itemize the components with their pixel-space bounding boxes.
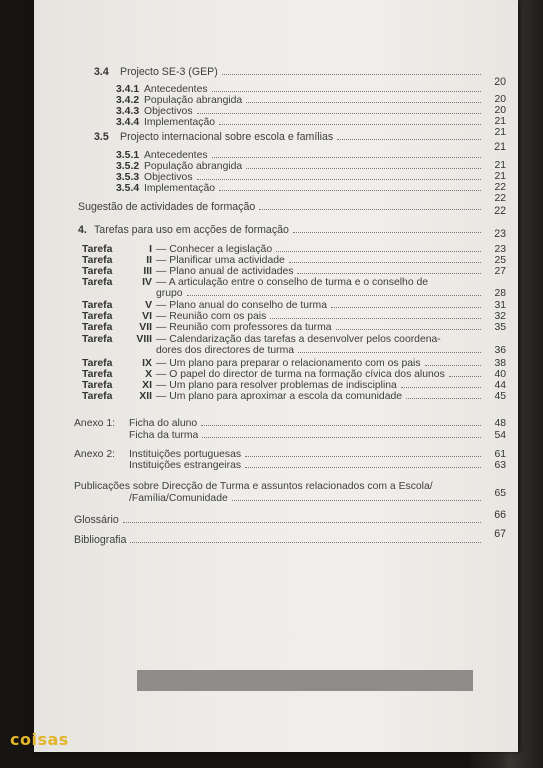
toc-entry-anexo-1-b <box>129 430 506 441</box>
tarefa-number: I <box>149 244 152 255</box>
section-number: 3.5.2 <box>116 161 140 172</box>
page-number: 20 <box>494 94 506 105</box>
section-title: Projecto internacional sobre escola e famílias <box>120 131 334 143</box>
anexo-item: Ficha do aluno <box>129 418 198 429</box>
dot-leader <box>336 328 481 330</box>
dot-leader <box>276 250 481 252</box>
tarefa-word: Tarefa <box>82 300 113 311</box>
section-number: 3.5.3 <box>116 172 140 183</box>
tarefa-title: — Um plano para preparar o relacionamento com os pais <box>156 358 421 369</box>
book-page <box>34 0 518 752</box>
tarefa-entry <box>82 311 506 322</box>
page-number: 20 <box>494 105 506 116</box>
dot-leader <box>202 436 481 438</box>
page-number: 63 <box>494 460 506 471</box>
page-number: 22 <box>494 193 506 204</box>
tarefa-title: — Calendarização das tarefas a desenvolver pelos coordena- <box>156 334 441 345</box>
tarefa-title-continuation: dores dos directores de turma <box>156 345 295 356</box>
dot-leader <box>406 397 481 399</box>
tarefa-entry <box>82 358 506 369</box>
toc-entry-3-5-4 <box>116 183 506 204</box>
dot-leader <box>212 90 481 92</box>
section-title: Implementação <box>144 117 216 128</box>
dot-leader <box>245 466 481 468</box>
tarefa-number: VI <box>142 311 152 322</box>
tarefa-title: — O papel do director de turma na formação cívica dos alunos <box>156 369 445 380</box>
tarefa-entry <box>82 334 506 345</box>
table-of-contents <box>34 0 518 752</box>
tarefa-number: V <box>145 300 152 311</box>
page-number: 48 <box>494 418 506 429</box>
tarefa-number: VII <box>139 322 152 333</box>
tarefa-word: Tarefa <box>82 380 113 391</box>
tarefa-title: — Reunião com professores da turma <box>156 322 332 333</box>
page-number: 22 <box>494 182 506 193</box>
tarefa-title: — Conhecer a legislação <box>156 244 273 255</box>
section-title: Objectivos <box>144 172 193 183</box>
anexo-label: Anexo 1: <box>74 418 116 429</box>
tarefa-title: — Plano anual do conselho de turma <box>156 300 327 311</box>
tarefa-entry <box>82 266 506 277</box>
tarefa-number: XI <box>142 380 152 391</box>
page-number: 67 <box>494 528 506 540</box>
section-title: Tarefas para uso em acções de formação <box>94 224 289 236</box>
tarefa-word: Tarefa <box>82 311 113 322</box>
section-number: 3.5.1 <box>116 150 140 161</box>
page-number: 54 <box>494 430 506 441</box>
page-number: 45 <box>494 391 506 402</box>
tarefa-entry <box>82 244 506 255</box>
tarefa-word: Tarefa <box>82 266 113 277</box>
toc-entry-bibliografia <box>74 528 506 546</box>
tarefa-title: — Reunião com os pais <box>156 311 267 322</box>
tarefa-word: Tarefa <box>82 277 113 288</box>
anexo-item: Ficha da turma <box>129 430 199 441</box>
section-title: População abrangida <box>144 95 243 106</box>
section-number: 3.4.3 <box>116 106 140 117</box>
tarefa-word: Tarefa <box>82 358 113 369</box>
tarefa-entry <box>82 391 506 402</box>
toc-entry-4 <box>78 224 506 240</box>
dot-leader <box>449 375 481 377</box>
tarefa-entry-continuation <box>156 288 506 299</box>
tarefa-entry <box>82 380 506 391</box>
tarefa-number: X <box>145 369 152 380</box>
tarefa-entry <box>82 277 506 288</box>
publicacoes-line-2: /Família/Comunidade <box>129 493 228 504</box>
dot-leader <box>222 73 481 75</box>
section-title: Implementação <box>144 183 216 194</box>
toc-entry-sugestao <box>78 201 506 217</box>
tarefa-entry <box>82 255 506 266</box>
page-number: 66 <box>494 509 506 521</box>
anexo-item: Instituições portuguesas <box>129 449 242 460</box>
dot-leader <box>401 386 481 388</box>
section-number: 3.5.4 <box>116 183 140 194</box>
tarefa-title: — A articulação entre o conselho de turma e o conselho de <box>156 277 429 288</box>
tarefa-entry <box>82 322 506 333</box>
dot-leader <box>298 351 481 353</box>
tarefa-number: III <box>143 266 152 277</box>
anexo-label: Anexo 2: <box>74 449 116 460</box>
dot-leader <box>246 101 481 103</box>
dot-leader <box>187 294 481 296</box>
tarefa-word: Tarefa <box>82 334 113 345</box>
toc-entry-3-4 <box>94 66 506 88</box>
tarefa-entry <box>82 369 506 380</box>
page-number: 25 <box>494 255 506 266</box>
tarefa-number: IX <box>142 358 152 369</box>
page-number: 32 <box>494 311 506 322</box>
tarefa-number: XII <box>139 391 152 402</box>
tarefa-word: Tarefa <box>82 244 113 255</box>
tarefa-word: Tarefa <box>82 391 113 402</box>
toc-entry-glossario <box>74 509 506 526</box>
dot-leader <box>197 178 481 180</box>
dot-leader <box>331 306 481 308</box>
section-number: 4. <box>78 224 87 236</box>
page-number: 23 <box>494 228 506 240</box>
page-number: 31 <box>494 300 506 311</box>
page-number: 40 <box>494 369 506 380</box>
page-number: 27 <box>494 266 506 277</box>
section-title: Objectivos <box>144 106 193 117</box>
section-title: População abrangida <box>144 161 243 172</box>
section-title: Bibliografia <box>74 534 127 546</box>
dot-leader <box>232 499 481 501</box>
section-number: 3.4 <box>94 66 109 78</box>
dot-leader <box>246 167 481 169</box>
page-number: 23 <box>494 244 506 255</box>
tarefa-title: — Planificar uma actividade <box>156 255 285 266</box>
tarefa-word: Tarefa <box>82 369 113 380</box>
tarefa-entry <box>82 300 506 311</box>
page-number: 21 <box>494 127 506 138</box>
dot-leader <box>219 123 481 125</box>
page-number: 21 <box>494 116 506 127</box>
page-number: 22 <box>494 205 506 217</box>
section-title: Projecto SE-3 (GEP) <box>120 66 218 78</box>
toc-entry-anexo-2 <box>74 449 506 460</box>
tarefa-title-continuation: grupo <box>156 288 183 299</box>
tarefa-title: — Um plano para resolver problemas de indisciplina <box>156 380 397 391</box>
page-number: 36 <box>494 345 506 356</box>
section-title: Sugestão de actividades de formação <box>78 201 256 213</box>
page-number: 20 <box>494 76 506 88</box>
dot-leader <box>293 231 481 233</box>
tarefa-word: Tarefa <box>82 322 113 333</box>
page-number: 21 <box>494 160 506 171</box>
dot-leader <box>245 455 481 457</box>
dot-leader <box>197 112 481 114</box>
toc-entry-publicacoes <box>129 488 506 504</box>
tarefa-title: — Plano anual de actividades <box>156 266 294 277</box>
dot-leader <box>212 156 481 158</box>
dot-leader <box>289 261 481 263</box>
section-title: Glossário <box>74 514 119 526</box>
publicacoes-line-1: Publicações sobre Direcção de Turma e assuntos relacionados com a Escola/ <box>74 481 433 492</box>
tarefa-entry-continuation <box>156 345 506 356</box>
section-title: Antecedentes <box>144 150 208 161</box>
page-number: 44 <box>494 380 506 391</box>
dot-leader <box>123 521 481 523</box>
dot-leader <box>201 424 481 426</box>
tarefa-number: II <box>146 255 152 266</box>
dot-leader <box>130 541 481 543</box>
anexo-item: Instituições estrangeiras <box>129 460 242 471</box>
tarefa-title: — Um plano para aproximar a escola da comunidade <box>156 391 403 402</box>
section-number: 3.4.1 <box>116 84 140 95</box>
gray-footer-bar <box>137 670 473 691</box>
watermark-logo: coisas <box>10 730 69 749</box>
section-number: 3.4.2 <box>116 95 140 106</box>
page-number: 38 <box>494 358 506 369</box>
dot-leader <box>425 364 481 366</box>
page-number: 61 <box>494 449 506 460</box>
dot-leader <box>219 189 481 191</box>
section-number: 3.4.4 <box>116 117 140 128</box>
section-number: 3.5 <box>94 131 109 143</box>
dot-leader <box>259 208 481 210</box>
dot-leader <box>297 272 481 274</box>
tarefa-number: IV <box>142 277 152 288</box>
page-number: 21 <box>494 141 506 153</box>
toc-entry-anexo-1 <box>74 418 506 429</box>
page-number: 35 <box>494 322 506 333</box>
toc-entry-anexo-2-b <box>129 460 506 471</box>
dot-leader <box>270 317 481 319</box>
page-number: 28 <box>494 288 506 299</box>
page-number: 65 <box>494 488 506 499</box>
tarefa-number: VIII <box>136 334 152 345</box>
dot-leader <box>337 138 481 140</box>
page-number: 21 <box>494 171 506 182</box>
tarefa-word: Tarefa <box>82 255 113 266</box>
section-title: Antecedentes <box>144 84 208 95</box>
toc-entry-3-5 <box>94 131 506 153</box>
